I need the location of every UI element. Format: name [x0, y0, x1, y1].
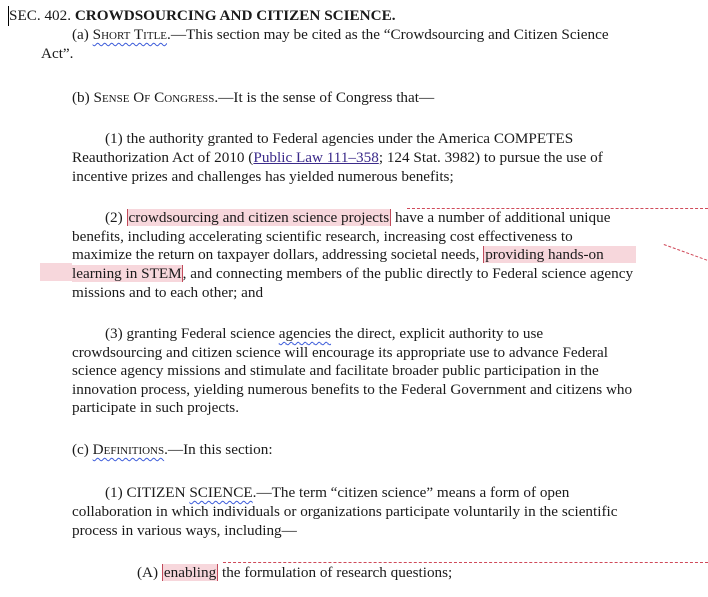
highlight-stem[interactable]: learning in STEM — [72, 265, 182, 282]
defA-label: (A) — [137, 564, 162, 581]
short-title-continuation: Act”. — [41, 45, 74, 62]
item2-line4 — [72, 264, 633, 283]
revision-band — [40, 263, 72, 281]
definitions-text: .—In this section: — [164, 441, 273, 458]
science-squiggle[interactable]: SCIENCE — [189, 484, 253, 501]
defA-post: the formulation of research questions; — [218, 564, 453, 581]
item2-line1 — [105, 208, 610, 227]
highlight-enabling[interactable]: enabling — [163, 564, 217, 581]
section-title: CROWDSOURCING AND CITIZEN SCIENCE. — [74, 7, 396, 24]
short-title-label: (a) — [72, 26, 93, 43]
section-number: SEC. 402. — [9, 7, 72, 24]
item3-line1-pre: (3) granting Federal science — [105, 325, 279, 342]
sense-of-congress-line — [72, 88, 434, 107]
def1-line3: process in various ways, including— — [72, 522, 297, 539]
item3-line1-post: the direct, explicit authority to use — [331, 325, 544, 342]
item2-line3 — [72, 245, 636, 264]
short-title-heading[interactable]: Short Title — [92, 26, 168, 43]
def1-line1-post: .—The term “citizen science” means a form of open — [252, 484, 570, 501]
item1-line2-post: ; 124 Stat. 3982) to pursue the use of — [378, 149, 603, 166]
item1-line3: incentive prizes and challenges has yielded numerous benefits; — [72, 168, 454, 185]
item2-label: (2) — [105, 209, 127, 226]
definitions-line — [72, 440, 273, 459]
item3-line4: innovation process, yielding numerous benefits to the Federal Government and citizens who — [72, 381, 633, 398]
highlight-hands-on[interactable]: providing hands-on — [483, 246, 636, 263]
def1-line2: collaboration in which individuals or organizations participate voluntarily in the scientific — [72, 503, 618, 520]
item1-line2-pre: Reauthorization Act of 2010 ( — [72, 149, 254, 166]
agencies-squiggle[interactable]: agencies — [278, 325, 332, 342]
item2-line4-post: , and connecting members of the public directly to Federal science agency — [182, 265, 634, 282]
def1-line1 — [105, 483, 569, 502]
item2-line1-post: have a number of additional unique — [391, 209, 611, 226]
sense-heading: Sense Of Congress — [93, 89, 215, 106]
item2-line3-pre: maximize the return on taxpayer dollars, addressing societal needs, — [72, 246, 484, 263]
short-title-line — [72, 25, 609, 44]
item3-line3: science agency missions and stimulate and facilitate broader public participation in the — [72, 362, 599, 379]
defA-line — [137, 563, 452, 582]
short-title-text: .—This section may be cited as the “Crowdsourcing and Citizen Science — [167, 26, 609, 43]
item3-line2: crowdsourcing and citizen science will encourage its appropriate use to advance Federal — [72, 344, 608, 361]
def1-label: (1) CITIZEN — [105, 484, 190, 501]
definitions-heading[interactable]: Definitions — [92, 441, 165, 458]
item3-line5: participate in such projects. — [72, 399, 240, 416]
public-law-link[interactable]: Public Law 111–358 — [253, 149, 379, 166]
revision-connector-2-diag — [664, 244, 708, 261]
sense-label: (b) — [72, 89, 94, 106]
item3-line1 — [105, 324, 543, 343]
item2-line5: missions and to each other; and — [72, 284, 264, 301]
item2-line2: benefits, including accelerating scientific research, increasing cost effectiveness to — [72, 228, 573, 245]
highlight-crowdsourcing[interactable]: crowdsourcing and citizen science projects — [128, 209, 390, 226]
sense-text: .—It is the sense of Congress that— — [214, 89, 435, 106]
item1-line2 — [72, 148, 603, 167]
definitions-label: (c) — [72, 441, 93, 458]
section-heading — [9, 6, 396, 25]
item1-line1: (1) the authority granted to Federal agencies under the America COMPETES — [105, 130, 574, 147]
